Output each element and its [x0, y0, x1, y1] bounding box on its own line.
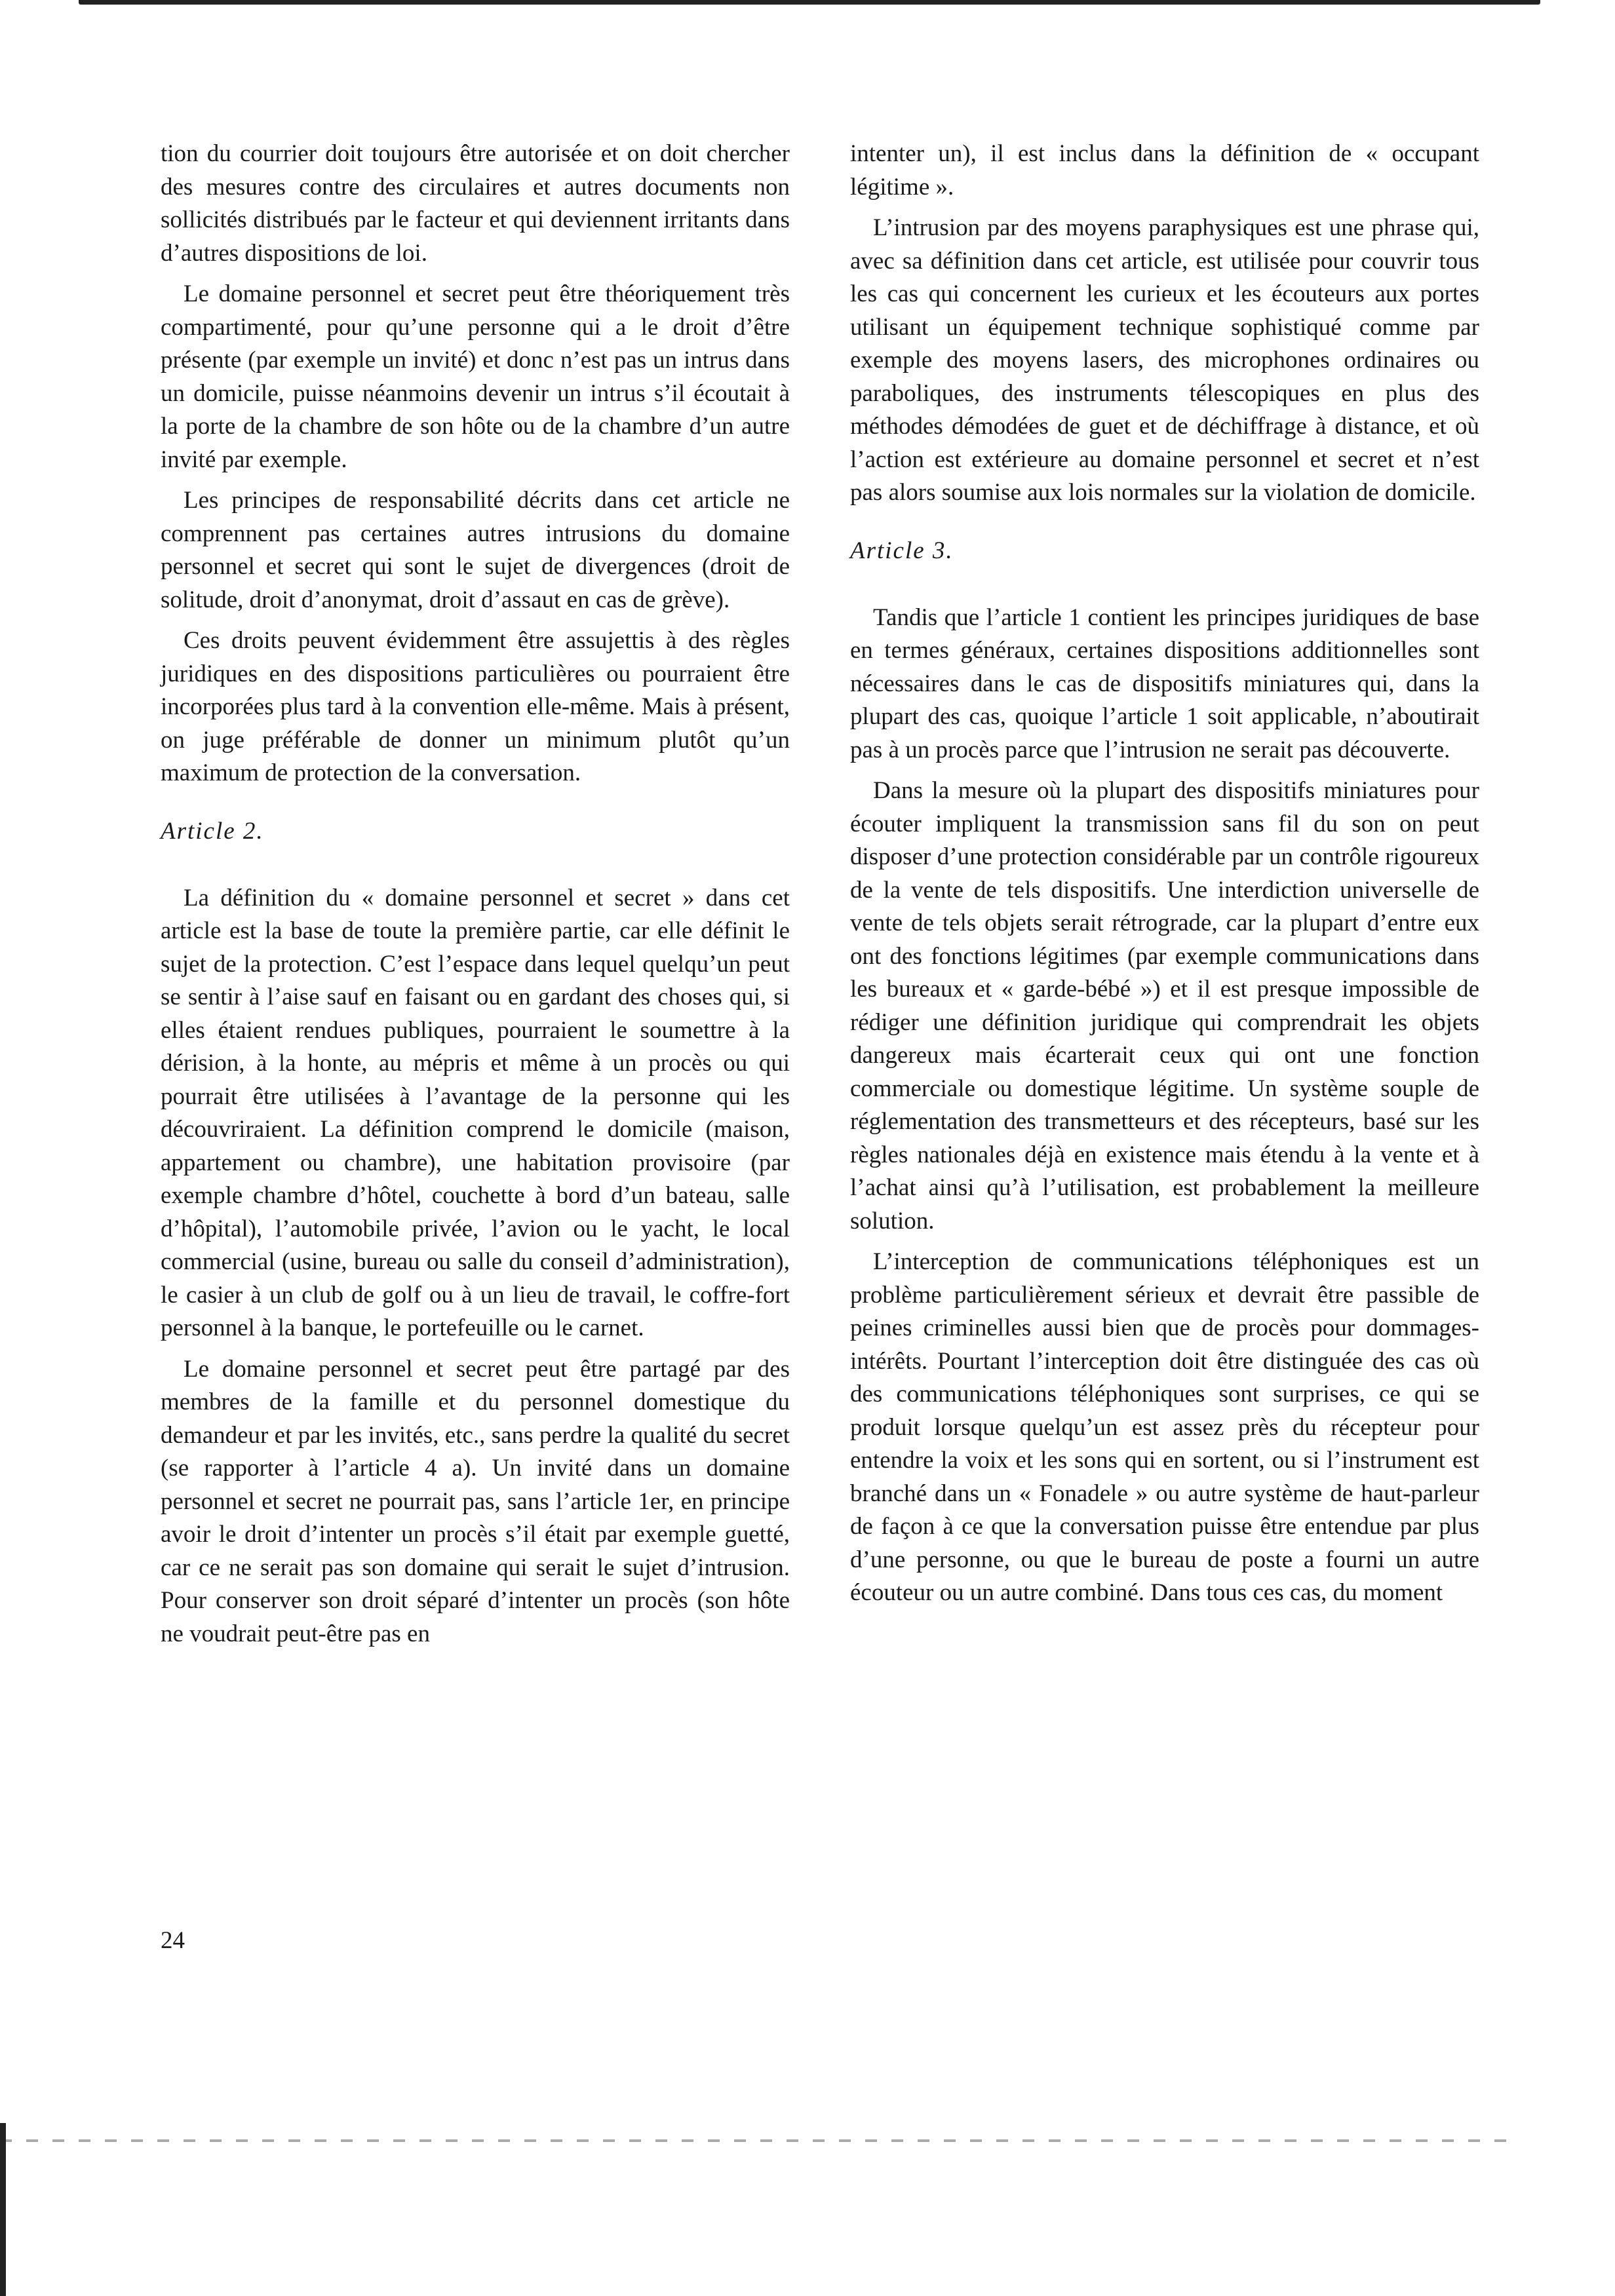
- paragraph: Le domaine personnel et secret peut être théoriquement très compartimenté, pour qu’une personne qui a le droit d’être présente (par exemple un invité) et donc n’est pas un intrus dans un domicile, puisse néanmoins devenir un intrus s’il écoutait à la porte de la chambre de son hôte ou de la chambre d’un autre invité par exemple.: [161, 280, 790, 473]
- section-heading-article-3: Article 3.: [850, 537, 954, 564]
- paragraph: tion du courrier doit toujours être autorisée et on doit chercher des mesures contre des circulaires et autres documents non sollicités distribués par le facteur et qui deviennent irritants dans d’autres dispositions de loi.: [161, 140, 790, 267]
- paragraph: L’intrusion par des moyens paraphysiques est une phrase qui, avec sa définition dans cet article, est utilisée pour couvrir tous les cas qui concernent les curieux et les écouteurs aux portes utilisant un équipement technique sophistiqué comme par exemple des moyens lasers, des microphones ordinaires ou paraboliques, des instruments télescopiques en plus des méthodes démodées de guet et de déchiffrage à distance, et où l’action est extérieure au domaine personnel et secret et n’est pas alors soumise aux lois normales sur la violation de domicile.: [850, 214, 1479, 506]
- right-column: [850, 138, 1479, 1618]
- paragraph: La définition du « domaine personnel et secret » dans cet article est la base de toute la première partie, car elle définit le sujet de la protection. C’est l’espace dans lequel quelqu’un peut se sentir à l’aise sauf en faisant ou en gardant des choses qui, si elles étaient rendues publiques, pourraient le soumettre à la dérision, à la honte, au mépris et même à un procès ou qui pourrait être utilisées à l’avantage de la personne qui les découvriraient. La définition comprend le domicile (maison, appartement ou chambre), une habitation provisoire (par exemple chambre d’hôtel, couchette à bord d’un bateau, salle d’hôpital), l’automobile privée, l’avion ou le yacht, le local commercial (usine, bureau ou salle du conseil d’administration), le casier à un club de golf ou à un lieu de travail, le coffre-fort personnel à la banque, le portefeuille ou le carnet.: [161, 884, 790, 1341]
- page-number: 24: [161, 1927, 185, 1954]
- paragraph: L’interception de communications téléphoniques est un problème particulièrement sérieux et devrait être passible de peines criminelles aussi bien que de procès pour dommages-intérêts. Pourtant l’interception doit être distinguée des cas où des communications téléphoniques sont surprises, ce qui se produit lorsque quelqu’un est assez près du récepteur pour entendre la voix et les sons qui en sortent, ou si l’instrument est branché dans un « Fonadele » ou autre système de haut-parleur de façon à ce que la conversation puisse être entendue par plus d’une personne, ou que le bureau de poste a fourni un autre écouteur ou un autre combiné. Dans tous ces cas, du moment: [850, 1248, 1479, 1606]
- paragraph: Le domaine personnel et secret peut être partagé par des membres de la famille et du personnel domestique du demandeur et par les invités, etc., sans perdre la qualité du secret (se rapporter à l’article 4 a). Un invité dans un domaine personnel et secret ne pourrait pas, sans l’article 1er, en principe avoir le droit d’intenter un procès s’il était par exemple guetté, car ce ne serait pas son domaine qui serait le sujet d’intrusion. Pour conserver son droit séparé d’intenter un procès (son hôte ne voudrait peut-être pas en: [161, 1355, 790, 1647]
- paragraph: intenter un), il est inclus dans la définition de « occupant légitime ».: [850, 140, 1479, 201]
- left-column: [161, 138, 790, 1658]
- paragraph: Ces droits peuvent évidemment être assujettis à des règles juridiques en des dispositions particulières ou pourraient être incorporées plus tard à la convention elle-même. Mais à présent, on juge préférable de donner un minimum plutôt qu’un maximum de protection de la conversation.: [161, 627, 790, 786]
- paragraph: Dans la mesure où la plupart des dispositifs miniatures pour écouter impliquent la transmission sans fil du son on peut disposer d’une protection considérable par un contrôle rigoureux de la vente de tels dispositifs. Une interdiction universelle de vente de tels objets serait rétrograde, car la plupart d’entre eux ont des fonctions légitimes (par exemple communications dans les bureaux et « garde-bébé ») et il est presque impossible de rédiger une définition juridique qui comprendrait les objets dangereux mais écarterait ceux qui ont une fonction commerciale ou domestique légitime. Un système souple de réglementation des transmetteurs et des récepteurs, basé sur les règles nationales déjà en existence mais étendu à la vente et à l’achat ainsi qu’à l’utilisation, est probablement la meilleure solution.: [850, 777, 1479, 1234]
- section-heading-article-2: Article 2.: [161, 817, 264, 845]
- scan-edge-top: [79, 0, 1540, 5]
- paragraph: Les principes de responsabilité décrits dans cet article ne comprennent pas certaines autres intrusions du domaine personnel et secret qui sont le sujet de divergences (droit de solitude, droit d’anonymat, droit d’assaut en cas de grève).: [161, 487, 790, 613]
- scan-edge-left: [0, 2123, 6, 2296]
- scan-edge-bottom: [0, 2139, 1508, 2142]
- paragraph: Tandis que l’article 1 contient les principes juridiques de base en termes généraux, certaines dispositions additionnelles sont nécessaires dans le cas de dispositifs miniatures qui, dans la plupart des cas, quoique l’article 1 soit applicable, n’aboutirait pas à un procès parce que l’intrusion ne serait pas découverte.: [850, 603, 1479, 763]
